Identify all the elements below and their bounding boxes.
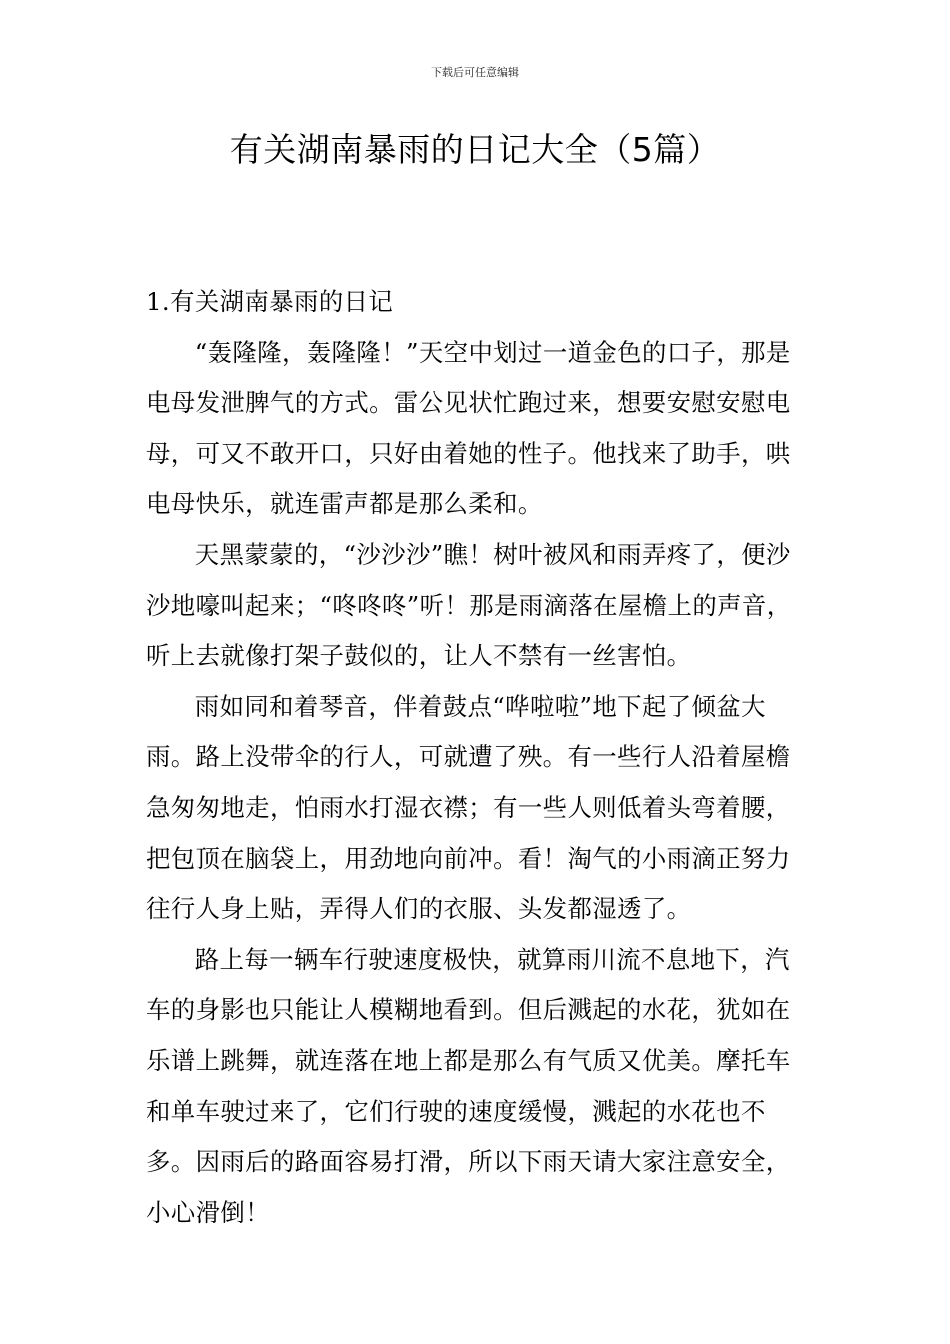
paragraph-3: 雨如同和着琴音，伴着鼓点“哗啦啦”地下起了倾盆大雨。路上没带伞的行人，可就遭了殃。有一些行人沿着屋檐急匆匆地走，怕雨水打湿衣襟；有一些人则低着头弯着腰，把包顶在脑袋上，用劲地向前冲。看！淘气的小雨滴正努力往行人身上贴，弄得人们的衣服、头发都湿透了。: [146, 691, 791, 924]
paragraph-4: 路上每一辆车行驶速度极快，就算雨川流不息地下，汽车的身影也只能让人模糊地看到。但后溅起的水花，犹如在乐谱上跳舞，就连落在地上都是那么有气质又优美。摩托车和单车驶过来了，它们行驶的速度缓慢，溅起的水花也不多。因雨后的路面容易打滑，所以下雨天请大家注意安全，小心滑倒！: [146, 944, 791, 1227]
document-title: 有关湖南暴雨的日记大全（5篇）: [229, 130, 721, 169]
paragraph-2: 天黑蒙蒙的，“沙沙沙”瞧！树叶被风和雨弄疼了，便沙沙地嚎叫起来；“咚咚咚”听！那是雨滴落在屋檐上的声音，听上去就像打架子鼓似的，让人不禁有一丝害怕。: [146, 539, 792, 671]
paragraph-1: “轰隆隆，轰隆隆！”天空中划过一道金色的口子，那是电母发泄脾气的方式。雷公见状忙跑过来，想要安慰安慰电母，可又不敢开口，只好由着她的性子。他找来了助手，哄电母快乐，就连雷声都是那么柔和。: [146, 337, 791, 519]
section-heading: 1.有关湖南暴雨的日记: [146, 287, 394, 316]
header-note: 下载后可任意编辑: [431, 66, 519, 79]
document-body: [146, 277, 810, 1238]
